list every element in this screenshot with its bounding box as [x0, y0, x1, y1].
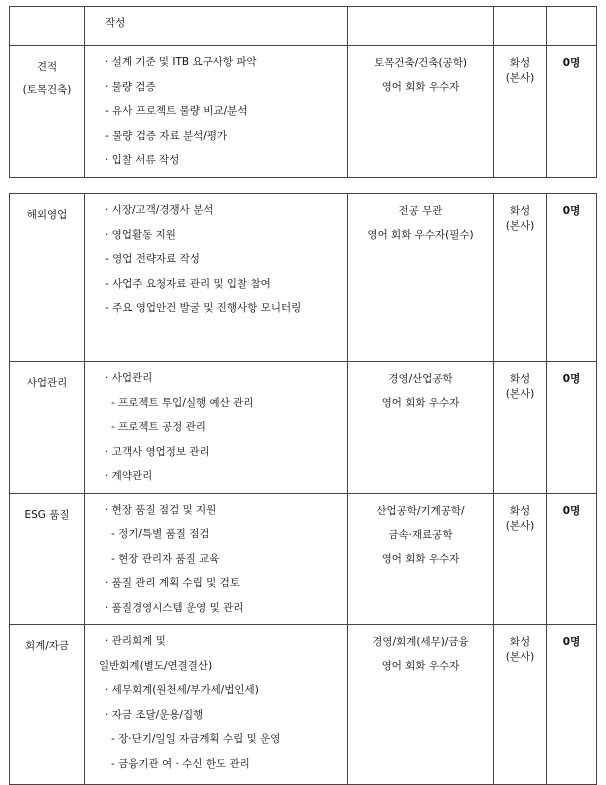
dept-name: 견적: [36, 61, 58, 73]
requirements-cell: [348, 7, 494, 46]
dept-name: 회계/자금: [24, 640, 70, 652]
location-line: 화성: [509, 504, 531, 517]
count-cell: 0명: [547, 46, 597, 178]
dept-cell: [10, 194, 85, 362]
requirement-line: 금속·재료공학: [388, 528, 453, 541]
duty-line: - 금융기관 여 · 수신 한도 관리: [111, 757, 250, 770]
requirement-line: 경영/산업공학: [388, 373, 453, 385]
requirements-cell: [348, 493, 494, 625]
duties-cell: [85, 625, 348, 785]
count-cell: [547, 7, 597, 46]
duty-line: · 사업관리: [105, 372, 153, 384]
duty-line: · 입찰 서류 작성: [105, 154, 180, 166]
location-line: (본사): [505, 72, 535, 84]
duty-line: · 품질경영시스템 운영 및 관리: [105, 601, 244, 614]
dept-name: 사업관리: [26, 377, 68, 389]
location-line: (본사): [505, 220, 535, 232]
location-line: 화성: [509, 57, 531, 69]
requirement-line: 영어 회화 우수자: [381, 552, 460, 565]
duties-cell: [85, 46, 348, 178]
recruitment-table-top: [9, 6, 597, 178]
requirement-line: 영어 회화 우수자: [381, 81, 460, 93]
requirements-cell: [348, 625, 494, 785]
requirement-line: 산업공학/기계공학/: [376, 504, 465, 517]
requirements-cell: [348, 194, 494, 362]
location-line: (본사): [505, 651, 535, 663]
requirements-cell: [348, 46, 494, 178]
table-row-estimation: [10, 46, 597, 178]
location-cell: [494, 493, 547, 625]
location-line: 화성: [509, 373, 531, 385]
table-row-project-management: [10, 362, 597, 494]
requirement-line: 영어 회화 우수자: [381, 660, 460, 672]
count-cell: 0명: [547, 362, 597, 494]
duty-line: · 계약관리: [105, 470, 153, 482]
duty-line: - 유사 프로젝트 물량 비교/분석: [105, 105, 248, 117]
duty-line: - 현장 관리자 품질 교육: [111, 552, 220, 565]
duty-line: - 장·단기/일일 자금계획 수립 및 운영: [111, 733, 281, 745]
duty-line: · 시장/고객/경쟁사 분석: [105, 204, 214, 216]
count-cell: 0명: [547, 493, 597, 625]
duty-line: · 현장 품질 점검 및 지원: [105, 503, 217, 516]
duty-line: - 프로젝트 공정 관리: [111, 421, 206, 433]
table-row-overseas-sales: [10, 194, 597, 362]
duty-line: - 정기/특별 품질 점검: [111, 528, 210, 540]
requirements-cell: [348, 362, 494, 494]
dept-subname: (토목건축): [22, 84, 72, 96]
dept-cell: [10, 7, 85, 46]
table-row-esg-quality: [10, 493, 597, 625]
dept-cell: [10, 362, 85, 494]
count-cell: 0명: [547, 194, 597, 362]
duties-cell: [85, 493, 348, 625]
duty-line: · 고객사 영업정보 관리: [105, 445, 210, 458]
requirement-line: 경영/회계(세무)/금융: [372, 636, 469, 648]
location-cell: [494, 46, 547, 178]
requirement-line: 영어 회화 우수자(필수): [367, 229, 474, 241]
requirement-line: 전공 무관: [398, 205, 443, 217]
duty-line: 작성: [105, 17, 126, 29]
dept-name: 해외영업: [26, 209, 68, 221]
dept-cell: [10, 625, 85, 785]
location-line: 화성: [509, 205, 531, 217]
dept-cell: [10, 46, 85, 178]
duty-line: · 물량 검증: [105, 80, 156, 93]
table-row-continuation: [10, 7, 597, 46]
dept-cell: [10, 493, 85, 625]
count-cell: 0명: [547, 625, 597, 785]
duties-cell: [85, 7, 348, 46]
location-cell: [494, 362, 547, 494]
duty-line: - 주요 영업안건 발굴 및 진행사항 모니터링: [105, 302, 302, 314]
location-line: (본사): [505, 388, 535, 400]
location-cell: [494, 625, 547, 785]
location-line: 화성: [509, 636, 531, 648]
requirement-line: 토목건축/건축(공학): [374, 57, 467, 69]
duty-line: · 설계 기준 및 ITB 요구사항 파악: [105, 56, 257, 68]
duty-line: - 프로젝트 투입/실행 예산 관리: [111, 396, 254, 409]
duty-line: - 사업주 요청자료 관리 및 입찰 참여: [105, 277, 271, 290]
recruitment-table-main: [9, 193, 597, 785]
dept-name: ESG 품질: [24, 508, 70, 521]
location-cell: [494, 7, 547, 46]
duty-line: - 물량 검증 자료 분석/평가: [105, 129, 228, 142]
duty-line: · 영업활동 지원: [105, 228, 176, 241]
duty-line: · 세무회계(원천세/부가세/법인세): [105, 684, 259, 696]
duty-line: - 영업 전략자료 작성: [105, 253, 200, 265]
duty-line: · 자금 조달/운용/집행: [105, 708, 204, 721]
duty-line: 일반회계(별도/연결결산): [99, 659, 213, 672]
requirement-line: 영어 회화 우수자: [381, 397, 460, 409]
location-cell: [494, 194, 547, 362]
duty-line: · 품질 관리 계획 수립 및 검토: [105, 577, 240, 589]
location-line: (본사): [505, 519, 535, 532]
duties-cell: [85, 362, 348, 494]
duties-cell: [85, 194, 348, 362]
table-row-accounting-finance: [10, 625, 597, 785]
duty-line: · 관리회계 및: [105, 635, 166, 647]
